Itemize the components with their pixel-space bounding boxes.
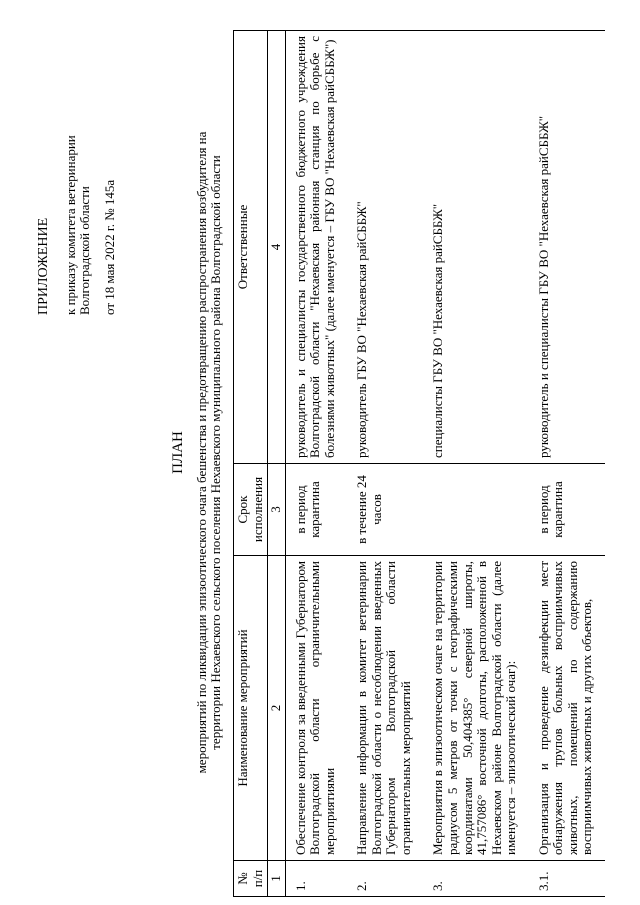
row-number: 1. — [285, 861, 347, 897]
col-number: 2 — [268, 556, 286, 861]
header-name: Наименование мероприятий — [234, 556, 268, 861]
row-measure: Направление информации в комитет ветеринарии Волгоградской области о несоблюдении введенных Губернатором Волгоградской области ограничительных мероприятий — [347, 556, 423, 861]
row-term: в течение 24 часов — [347, 464, 423, 556]
plan-title: ПЛАН — [170, 431, 186, 474]
col-number: 4 — [268, 31, 286, 464]
header-term: Срок исполнения — [234, 464, 268, 556]
row-responsible: руководитель и специалисты государственного бюджетного учреждения Волгоградской области "Нехаевская районная станция по борьбе с болезнями животных" (далее именуется – ГБУ ВО "Нехаевская райСББЖ") — [285, 31, 347, 464]
appendix-line-2: Волгоградской области — [77, 186, 93, 315]
row-term: в период карантина — [529, 464, 605, 556]
row-responsible: руководитель и специалисты ГБУ ВО "Нехаевская райСББЖ" — [529, 31, 605, 464]
table-row — [529, 31, 605, 897]
plan-subtitle-line-1: мероприятий по ликвидации эпизоотического очага бешенства и предотвращению распространения возбудителя на — [193, 131, 209, 774]
col-number: 1 — [268, 861, 286, 897]
table-row — [423, 31, 528, 897]
table-row — [285, 31, 347, 897]
row-measure: Организация и проведение дезинфекции мест обнаружения трупов больных восприимчивых животных, помещений по содержанию восприимчивых животных и других объектов, — [529, 556, 605, 861]
row-number: 2. — [347, 861, 423, 897]
table-row — [347, 31, 423, 897]
row-measure: Обеспечение контроля за введенными Губернатором Волгоградской области ограничительными мероприятиями — [285, 556, 347, 861]
row-responsible: руководитель ГБУ ВО "Нехаевская райСББЖ" — [347, 31, 423, 464]
header-num: № п/п — [234, 861, 268, 897]
row-number: 3.1. — [529, 861, 605, 897]
column-number-row — [268, 31, 286, 897]
row-responsible: специалисты ГБУ ВО "Нехаевская райСББЖ" — [423, 31, 528, 464]
row-term: в период карантина — [285, 464, 347, 556]
table-header-row — [234, 31, 268, 897]
appendix-block — [36, 15, 117, 315]
row-measure: Мероприятия в эпизоотическом очаге на территории радиусом 5 метров от точки с географическими координатами 50,404385° северной широты, 41,757086° восточной долготы, расположенной в Нехаевском районе Волгоградской области (далее именуется – эпизоотический очаг): — [423, 556, 528, 861]
row-term — [423, 464, 528, 556]
row-number: 3. — [423, 861, 528, 897]
appendix-date: от 18 мая 2022 г. № 145а — [101, 179, 117, 315]
title-block — [170, 40, 224, 865]
col-number: 3 — [268, 464, 286, 556]
plan-subtitle-line-2: территории Нехаевского сельского поселения Нехаевского муниципального района Волгоградской области — [208, 155, 224, 750]
measures-table — [233, 30, 605, 897]
appendix-heading: ПРИЛОЖЕНИЕ — [36, 217, 51, 315]
appendix-line-1: к приказу комитета ветеринарии — [62, 135, 78, 315]
header-responsible: Ответственные — [234, 31, 268, 464]
